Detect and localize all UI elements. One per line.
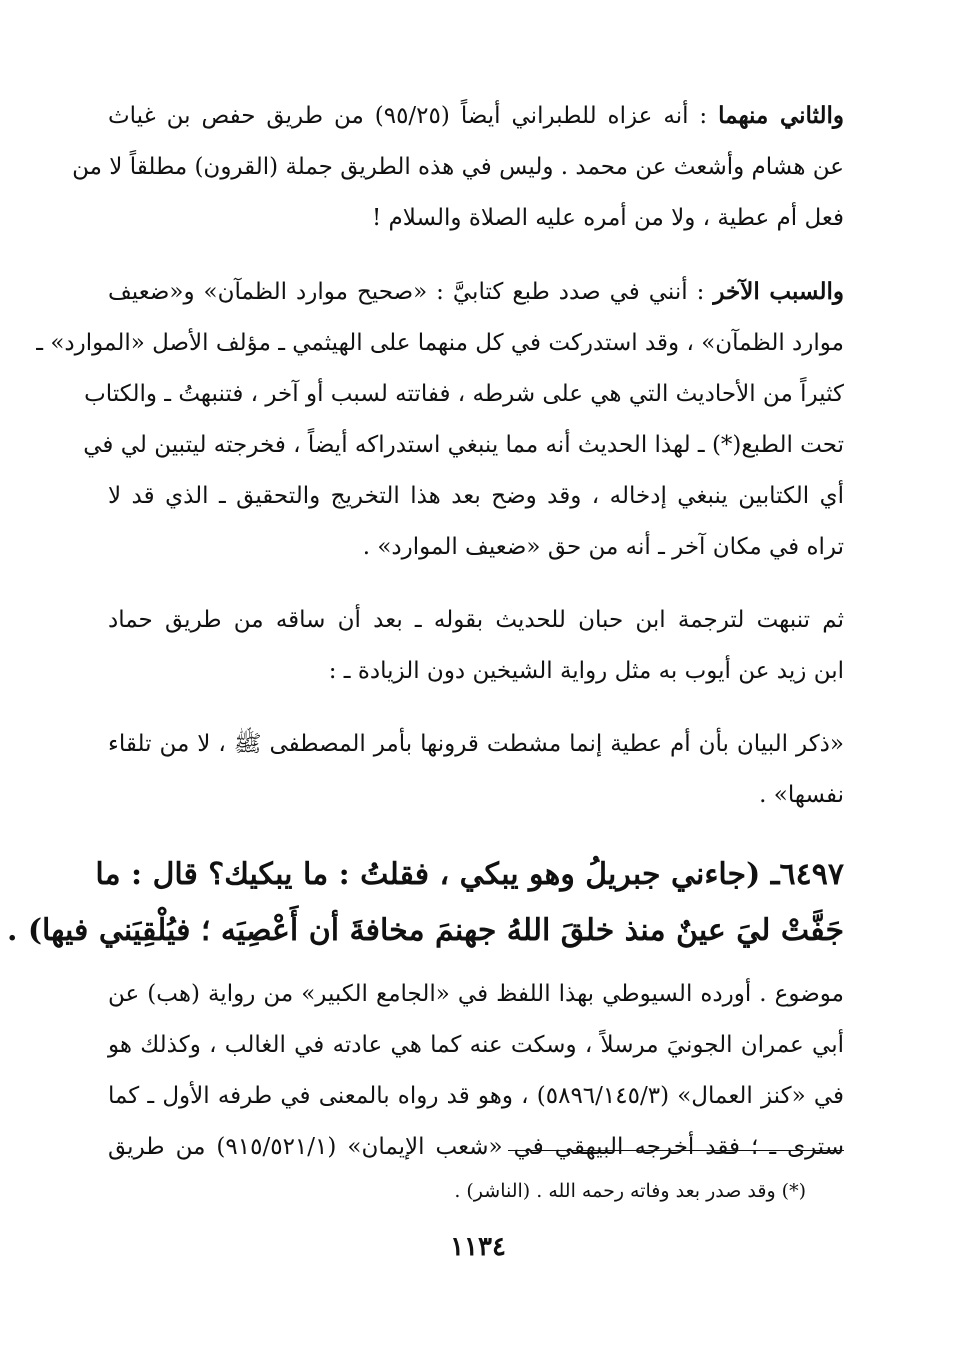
text-line: فعل أم عطية ، ولا من أمره عليه الصلاة والسلام ! [372,205,844,231]
paragraph-gap [108,959,844,969]
text-line: عن هشام وأشعث عن محمد . وليس في هذه الطريق جملة (القرون) مطلقاً لا من [72,154,844,180]
paragraph-gap [108,573,844,595]
text-line: في «كنز العمال» (٥٨٩٦/١٤٥/٣) ، وهو قد رواه بالمعنى في طرفه الأول ـ كما [108,1083,844,1109]
text-line [108,266,844,318]
paragraph-ibn-hibban [108,595,844,697]
text-line: ثم تنبهت لترجمة ابن حبان للحديث بقوله ـ بعد أن ساقه من طريق حماد [108,607,844,633]
hadith-line: ٦٤٩٧ـ (جاءني جبريلُ وهو يبكي ، فقلتُ : ما يبكيك؟ قال : ما [95,857,844,892]
paragraph-gap [108,697,844,719]
paragraph-ruling [108,969,844,1173]
text-line: تراه في مكان آخر ـ أنه من حق «ضعيف الموارد» . [362,534,844,560]
line-text: : أنه عزاه للطبراني أيضاً (٩٥/٢٥) من طريق حفص بن غياث [108,103,719,129]
text-line: تحت الطبع(*) ـ لهذا الحديث أنه مما ينبغي استدراكه أيضاً ، فخرجته ليتبين لي في [83,432,844,458]
text-line: أي الكتابين ينبغي إدخاله ، وقد وضح بعد هذا التخريج والتحقيق ـ الذي قد لا [108,483,844,509]
text-line: ابن زيد عن أيوب به مثل رواية الشيخين دون الزيادة ـ : [328,658,844,684]
text-line: موضوع . أورده السيوطي بهذا اللفظ في «الجامع الكبير» من رواية (هب) عن [108,981,844,1007]
hadith-heading [6,847,844,959]
footnote-divider [508,1150,844,1151]
paragraph-gap [108,821,844,847]
hadith-line: جَفَّتْ ليَ عينٌ منذ خلقَ اللهُ جهنمَ مخافةَ أن أَعْصِيَه ؛ فيُلْقِيَني فيها) . [6,913,844,948]
text-line: أبي عمران الجونيَ مرسلاً ، وسكت عنه كما هي عادته في الغالب ، وكذلك هو [108,1032,844,1058]
text-line: نفسها» . [759,782,844,808]
paragraph-second-reason [72,90,844,244]
text-line: «ذكر البيان بأن أم عطية إنما مشطت قرونها بأمر المصطفى ﷺ ، لا من تلقاء [108,731,844,757]
paragraph-quote [108,719,844,821]
lead-phrase: والثاني منهما [718,102,844,129]
paragraph-gap [108,244,844,266]
text-line [108,90,844,142]
line-text: : أنني في صدد طبع كتابيَّ : «صحيح موارد الظمآن» و«ضعيف [108,279,714,305]
page-number: ١١٣٤ [450,1232,506,1262]
lead-phrase: والسبب الآخر [713,278,844,305]
text-line: كثيراً من الأحاديث التي هي على شرطه ، ففاتته لسبب أو آخر ، فتنبهتُ ـ والكتاب [84,381,844,407]
footnote: (*) وقد صدر بعد وفاته رحمه الله . (الناشر) . [454,1180,806,1202]
text-line: سترى ـ ؛ فقد أخرجه البيهقي في «شعب الإيمان» (٩١٥/٥٢١/١) من طريق [108,1134,844,1160]
paragraph-other-reason [36,266,844,573]
text-line: موارد الظمآن» ، وقد استدركت في كل منهما على الهيثمي ـ مؤلف الأصل «الموارد» ـ [36,330,844,356]
